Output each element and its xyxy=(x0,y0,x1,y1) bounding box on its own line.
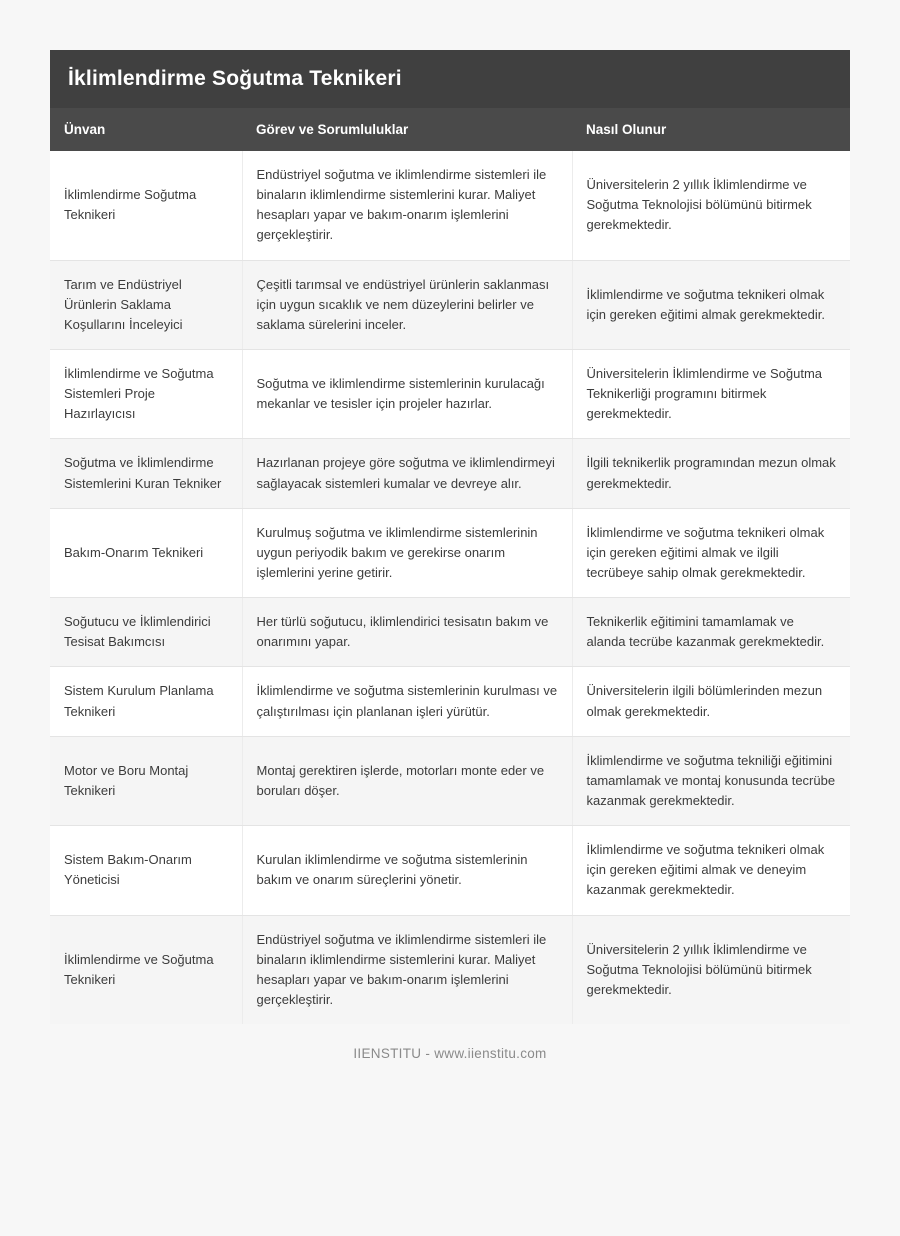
cell-unvan: Bakım-Onarım Teknikeri xyxy=(50,508,242,597)
cell-gorev: Hazırlanan projeye göre soğutma ve iklimlendirmeyi sağlayacak sistemleri kumalar ve devreye alır. xyxy=(242,439,572,508)
cell-gorev: Kurulmuş soğutma ve iklimlendirme sistemlerinin uygun periyodik bakım ve gerekirse onarım işlemlerini yerine getirir. xyxy=(242,508,572,597)
cell-nasil: İklimlendirme ve soğutma teknikeri olmak için gereken eğitimi almak ve ilgili tecrübeye sahip olmak gerekmektedir. xyxy=(572,508,850,597)
table-row xyxy=(50,667,850,736)
table-row xyxy=(50,598,850,667)
cell-nasil: Teknikerlik eğitimini tamamlamak ve alanda tecrübe kazanmak gerekmektedir. xyxy=(572,598,850,667)
cell-gorev: Montaj gerektiren işlerde, motorları monte eder ve boruları döşer. xyxy=(242,736,572,825)
cell-nasil: İklimlendirme ve soğutma tekniliği eğitimini tamamlamak ve montaj konusunda tecrübe kazanmak gerekmektedir. xyxy=(572,736,850,825)
cell-unvan: Tarım ve Endüstriyel Ürünlerin Saklama Koşullarını İnceleyici xyxy=(50,260,242,349)
cell-gorev: Çeşitli tarımsal ve endüstriyel ürünlerin saklanması için uygun sıcaklık ve nem düzeylerini belirler ve saklama sürelerini inceler. xyxy=(242,260,572,349)
table-row xyxy=(50,826,850,915)
cell-unvan: İklimlendirme ve Soğutma Teknikeri xyxy=(50,915,242,1024)
table-row xyxy=(50,349,850,438)
cell-nasil: İklimlendirme ve soğutma teknikeri olmak için gereken eğitimi almak ve deneyim kazanmak gerekmektedir. xyxy=(572,826,850,915)
table-row xyxy=(50,508,850,597)
title-bar xyxy=(50,50,850,108)
cell-unvan: Motor ve Boru Montaj Teknikeri xyxy=(50,736,242,825)
content-card xyxy=(50,50,850,1024)
footer xyxy=(50,1024,850,1061)
cell-unvan: Sistem Kurulum Planlama Teknikeri xyxy=(50,667,242,736)
cell-unvan: Sistem Bakım-Onarım Yöneticisi xyxy=(50,826,242,915)
cell-unvan: Soğutucu ve İklimlendirici Tesisat Bakımcısı xyxy=(50,598,242,667)
cell-unvan: İklimlendirme Soğutma Teknikeri xyxy=(50,151,242,260)
cell-gorev: Kurulan iklimlendirme ve soğutma sistemlerinin bakım ve onarım süreçlerini yönetir. xyxy=(242,826,572,915)
footer-text: IIENSTITU - www.iienstitu.com xyxy=(353,1046,547,1062)
table-header-row xyxy=(50,108,850,151)
occupations-table xyxy=(50,108,850,1024)
table-row xyxy=(50,915,850,1024)
cell-nasil: Üniversitelerin İklimlendirme ve Soğutma Teknikerliği programını bitirmek gerekmektedir. xyxy=(572,349,850,438)
cell-unvan: İklimlendirme ve Soğutma Sistemleri Proje Hazırlayıcısı xyxy=(50,349,242,438)
table-header xyxy=(50,108,850,151)
cell-nasil: İklimlendirme ve soğutma teknikeri olmak için gereken eğitimi almak gerekmektedir. xyxy=(572,260,850,349)
table-row xyxy=(50,151,850,260)
cell-nasil: Üniversitelerin ilgili bölümlerinden mezun olmak gerekmektedir. xyxy=(572,667,850,736)
cell-nasil: Üniversitelerin 2 yıllık İklimlendirme ve Soğutma Teknolojisi bölümünü bitirmek gerekmektedir. xyxy=(572,151,850,260)
cell-gorev: Soğutma ve iklimlendirme sistemlerinin kurulacağı mekanlar ve tesisler için projeler hazırlar. xyxy=(242,349,572,438)
table-row xyxy=(50,736,850,825)
cell-gorev: İklimlendirme ve soğutma sistemlerinin kurulması ve çalıştırılması için planlanan işleri yürütür. xyxy=(242,667,572,736)
table-row xyxy=(50,439,850,508)
table-row xyxy=(50,260,850,349)
page-title: İklimlendirme Soğutma Teknikeri xyxy=(68,67,402,91)
cell-gorev: Endüstriyel soğutma ve iklimlendirme sistemleri ile binaların iklimlendirme sistemlerini kurar. Maliyet hesapları yapar ve bakım-onarım işlemlerini gerçekleştirir. xyxy=(242,915,572,1024)
cell-nasil: Üniversitelerin 2 yıllık İklimlendirme ve Soğutma Teknolojisi bölümünü bitirmek gerekmektedir. xyxy=(572,915,850,1024)
column-header-unvan: Ünvan xyxy=(50,108,242,151)
cell-gorev: Her türlü soğutucu, iklimlendirici tesisatın bakım ve onarımını yapar. xyxy=(242,598,572,667)
cell-gorev: Endüstriyel soğutma ve iklimlendirme sistemleri ile binaların iklimlendirme sistemlerini kurar. Maliyet hesapları yapar ve bakım-onarım işlemlerini gerçekleştirir. xyxy=(242,151,572,260)
column-header-nasil: Nasıl Olunur xyxy=(572,108,850,151)
table-body xyxy=(50,151,850,1024)
column-header-gorev: Görev ve Sorumluluklar xyxy=(242,108,572,151)
cell-nasil: İlgili teknikerlik programından mezun olmak gerekmektedir. xyxy=(572,439,850,508)
cell-unvan: Soğutma ve İklimlendirme Sistemlerini Kuran Tekniker xyxy=(50,439,242,508)
